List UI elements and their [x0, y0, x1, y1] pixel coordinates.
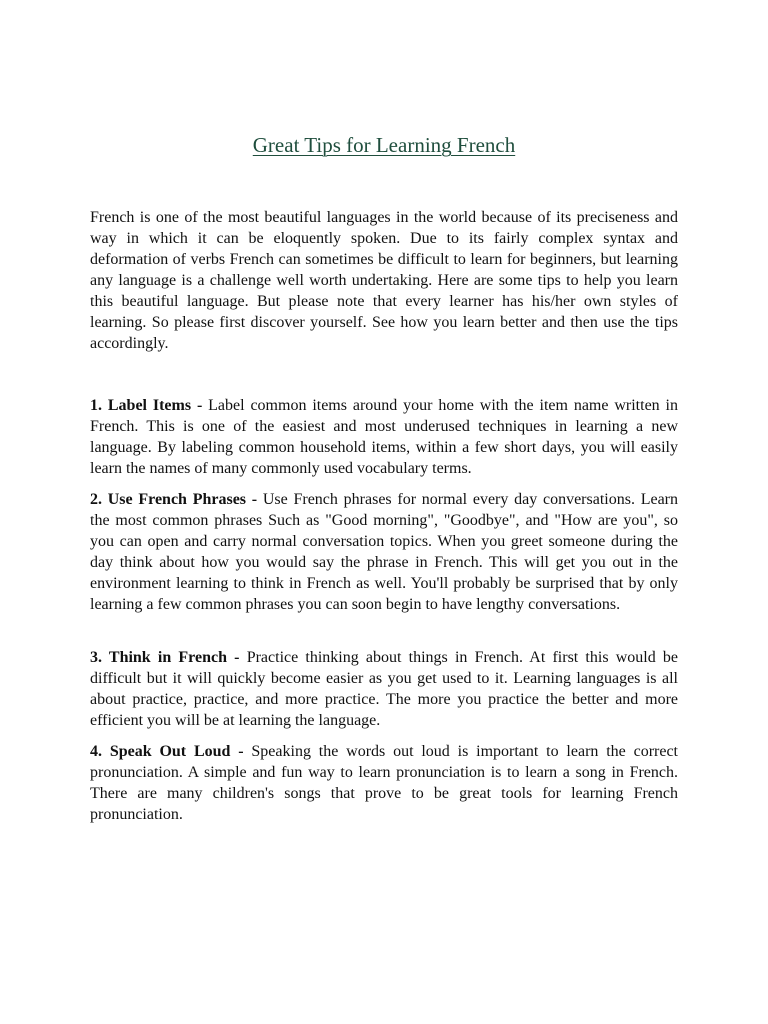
tip-text: Label common items around your home with the item name written in French. This is one of the easiest and most underused techniques in learning a new language. By labeling common household items, within a few short days, you will easily learn the names of many commonly used vocabulary terms.: [90, 397, 678, 477]
tip-heading: 1. Label Items -: [90, 397, 203, 414]
tip-heading: 4. Speak Out Loud -: [90, 743, 244, 760]
tip-paragraph-think-in-french: [90, 647, 678, 731]
tip-heading: 2. Use French Phrases -: [90, 491, 258, 508]
tip-paragraph-label-items: [90, 395, 678, 479]
tip-paragraph-speak-out-loud: [90, 741, 678, 825]
tip-text: Use French phrases for normal every day conversations. Learn the most common phrases Such as "Good morning", "Goodbye", and "How are you", so you can open and carry normal conversation topics. When you greet someone during the day think about how you would say the phrase in French. This will get you out in the environment learning to think in French as well. You'll probably be surprised that by only learning a few common phrases you can soon begin to have lengthy conversations.: [90, 491, 679, 613]
intro-paragraph: French is one of the most beautiful languages in the world because of its preciseness and way in which it can be eloquently spoken. Due to its fairly complex syntax and deformation of verbs French can sometimes be difficult to learn for beginners, but learning any language is a challenge well worth undertaking. Here are some tips to help you learn this beautiful language. But please note that every learner has his/her own styles of learning. So please first discover yourself. See how you learn better and then use the tips accordingly.: [90, 209, 678, 352]
tip-text: Practice thinking about things in French. At first this would be difficult but it will quickly become easier as you get used to it. Learning languages is all about practice, practice, and more practice. The more you practice the better and more efficient you will be at learning the language.: [90, 649, 679, 729]
document-title: Great Tips for Learning French: [252, 133, 516, 157]
tip-heading: 3. Think in French -: [90, 649, 240, 666]
tip-paragraph-french-phrases: [90, 489, 678, 615]
tip-text: Speaking the words out loud is important to learn the correct pronunciation. A simple and fun way to learn pronunciation is to learn a song in French. There are many children's songs that prove to be great tools for learning French pronunciation.: [90, 743, 679, 823]
